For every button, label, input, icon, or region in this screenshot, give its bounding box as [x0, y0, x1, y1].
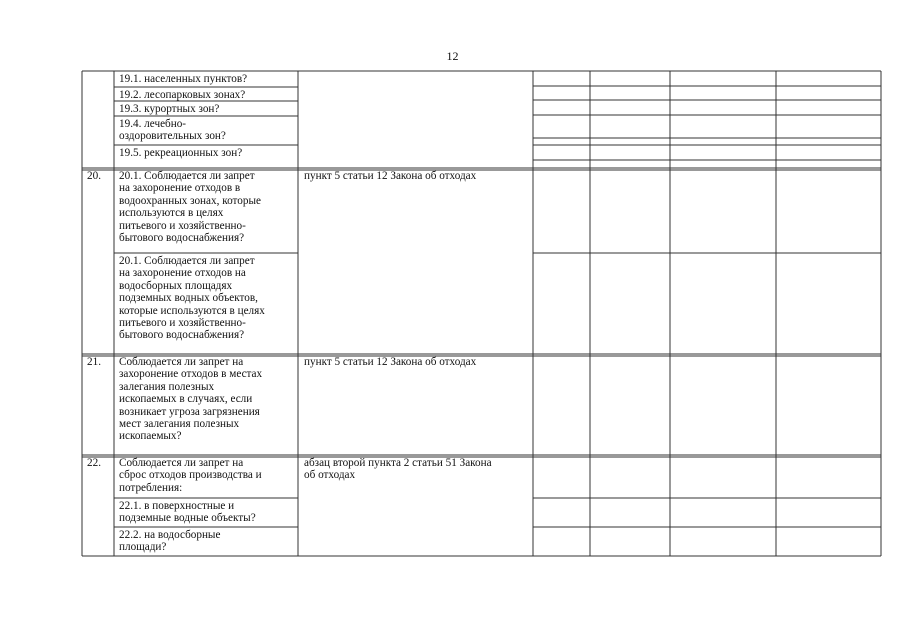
question-text: 19.4. лечебно- — [119, 118, 187, 130]
question-text: ископаемых в случаях, если — [119, 393, 253, 406]
page-number: 12 — [446, 49, 459, 63]
question-text: Соблюдается ли запрет на — [119, 356, 244, 368]
question-text: 19.2. лесопарковых зонах? — [119, 89, 246, 101]
question-text: 19.3. курортных зон? — [119, 103, 220, 115]
question-text: 22.1. в поверхностные и — [119, 500, 235, 512]
question-text: мест залегания полезных — [119, 418, 240, 430]
question-text: питьевого и хозяйственно- — [119, 317, 246, 329]
legal-reference: пункт 5 статьи 12 Закона об отходах — [304, 356, 477, 368]
row-number: 21. — [87, 356, 101, 368]
legal-reference: абзац второй пункта 2 статьи 51 Закона — [304, 457, 492, 469]
question-text: подземных водных объектов, — [119, 292, 258, 305]
question-text: бытового водоснабжения? — [119, 329, 245, 342]
question-text: подземные водные объекты? — [119, 512, 256, 525]
question-text: потребления: — [119, 481, 183, 494]
question-text: на захоронение отходов в — [119, 182, 241, 195]
question-text: которые используются в целях — [119, 304, 265, 317]
question-text: ископаемых? — [119, 430, 182, 443]
question-text: возникает угроза загрязнения — [119, 405, 260, 418]
question-text: водосборных площадях — [119, 279, 233, 292]
question-text: питьевого и хозяйственно- — [119, 219, 246, 232]
question-text: 20.1. Соблюдается ли запрет — [119, 170, 255, 182]
question-text: бытового водоснабжения? — [119, 232, 245, 244]
question-text: площади? — [119, 541, 167, 554]
question-text: Соблюдается ли запрет на — [119, 457, 244, 469]
question-text: захоронение отходов в местах — [119, 368, 263, 381]
question-text: водоохранных зонах, которые — [119, 194, 261, 207]
row-number: 20. — [87, 170, 101, 182]
row-number: 22. — [87, 457, 101, 469]
question-text: на захоронение отходов на — [119, 267, 246, 280]
question-text: оздоровительных зон? — [119, 130, 226, 143]
question-text: 19.1. населенных пунктов? — [119, 73, 248, 85]
question-text: сброс отходов производства и — [119, 469, 262, 482]
question-text: 20.1. Соблюдается ли запрет — [119, 255, 255, 267]
question-text: используются в целях — [119, 207, 224, 220]
question-text: залегания полезных — [119, 380, 215, 393]
legal-reference: пункт 5 статьи 12 Закона об отходах — [304, 170, 477, 182]
question-text: 19.5. рекреационных зон? — [119, 147, 243, 159]
question-text: 22.2. на водосборные — [119, 529, 221, 541]
legal-reference: об отходах — [304, 469, 356, 482]
